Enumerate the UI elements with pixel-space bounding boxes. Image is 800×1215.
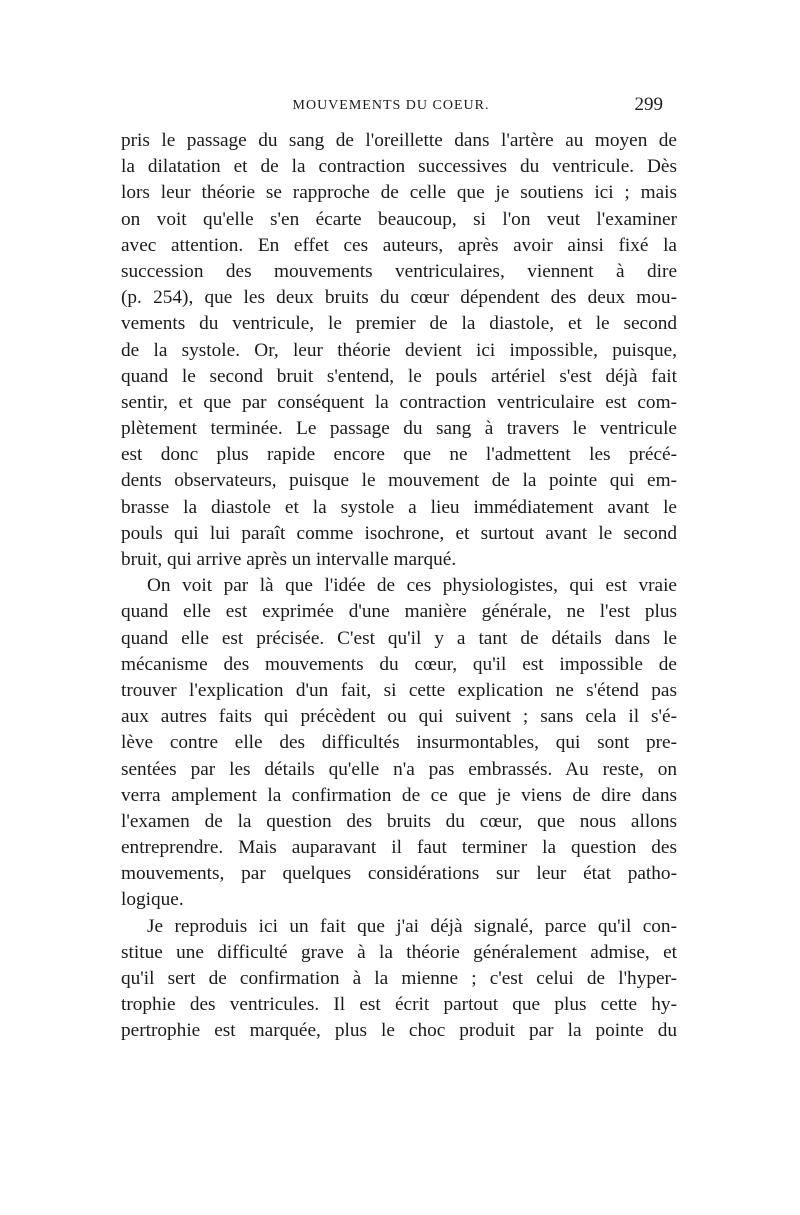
text-line: pertrophie est marquée, plus le choc produit par la pointe du	[121, 1020, 677, 1042]
text-line: la dilatation et de la contraction successives du ventricule. Dès	[121, 156, 677, 178]
running-title: MOUVEMENTS DU COEUR.	[292, 98, 490, 113]
text-line: lors leur théorie se rapproche de celle que je soutiens ici ; mais	[121, 182, 677, 204]
text-line: on voit qu'elle s'en écarte beaucoup, si l'on veut l'examiner	[121, 208, 677, 230]
text-line: pris le passage du sang de l'oreillette dans l'artère au moyen de	[121, 130, 677, 151]
text-line: de la systole. Or, leur théorie devient ici impossible, puisque,	[121, 339, 677, 361]
text-line: stitue une difficulté grave à la théorie généralement admise, et	[121, 941, 677, 963]
paragraph-3	[121, 914, 677, 1045]
text-line: bruit, qui arrive après un intervalle marqué.	[121, 549, 457, 570]
text-line: qu'il sert de confirmation à la mienne ; c'est celui de l'hyper-	[121, 968, 677, 989]
text-line: On voit par là que l'idée de ces physiologistes, qui est vraie	[147, 575, 677, 597]
text-line: sentir, et que par conséquent la contraction ventriculaire est com-	[121, 391, 677, 413]
body-text	[121, 128, 677, 1045]
text-line: quand elle est exprimée d'une manière générale, ne l'est plus	[121, 601, 677, 623]
text-line: Je reproduis ici un fait que j'ai déjà signalé, parce qu'il con-	[147, 915, 677, 937]
text-line: trouver l'explication d'un fait, si cette explication ne s'étend pas	[121, 679, 677, 701]
text-line: quand le second bruit s'entend, le pouls artériel s'est déjà fait	[121, 365, 677, 387]
text-line: pouls qui lui paraît comme isochrone, et surtout avant le second	[121, 522, 677, 544]
text-line: plètement terminée. Le passage du sang à travers le ventricule	[121, 418, 677, 440]
text-line: quand elle est précisée. C'est qu'il y a tant de détails dans le	[121, 627, 677, 649]
text-line: est donc plus rapide encore que ne l'admettent les précé-	[121, 444, 677, 466]
text-line: (p. 254), que les deux bruits du cœur dépendent des deux mou-	[121, 287, 677, 309]
text-line: brasse la diastole et la systole a lieu immédiatement avant le	[121, 496, 677, 518]
text-line: mouvements, par quelques considérations sur leur état patho-	[121, 863, 677, 885]
text-line: aux autres faits qui précèdent ou qui suivent ; sans cela il s'é-	[121, 706, 677, 728]
text-line: vements du ventricule, le premier de la diastole, et le second	[121, 313, 677, 335]
text-line: avec attention. En effet ces auteurs, après avoir ainsi fixé la	[121, 234, 677, 256]
text-line: verra amplement la confirmation de ce que je viens de dire dans	[121, 784, 677, 806]
running-head	[121, 96, 661, 120]
text-line: mécanisme des mouvements du cœur, qu'il est impossible de	[121, 653, 677, 675]
text-line: succession des mouvements ventriculaires, viennent à dire	[121, 260, 677, 282]
paragraph-2	[121, 573, 677, 913]
page-number: 299	[634, 94, 663, 115]
text-line: sentées par les détails qu'elle n'a pas embrassés. Au reste, on	[121, 758, 677, 780]
text-line: lève contre elle des difficultés insurmontables, qui sont pre-	[121, 732, 677, 754]
text-line: dents observateurs, puisque le mouvement de la pointe qui em-	[121, 470, 677, 492]
text-line: entreprendre. Mais auparavant il faut terminer la question des	[121, 837, 677, 859]
paragraph-1	[121, 128, 677, 573]
text-line: logique.	[121, 889, 184, 911]
text-line: trophie des ventricules. Il est écrit partout que plus cette hy-	[121, 994, 677, 1016]
text-line: l'examen de la question des bruits du cœur, que nous allons	[121, 810, 677, 832]
